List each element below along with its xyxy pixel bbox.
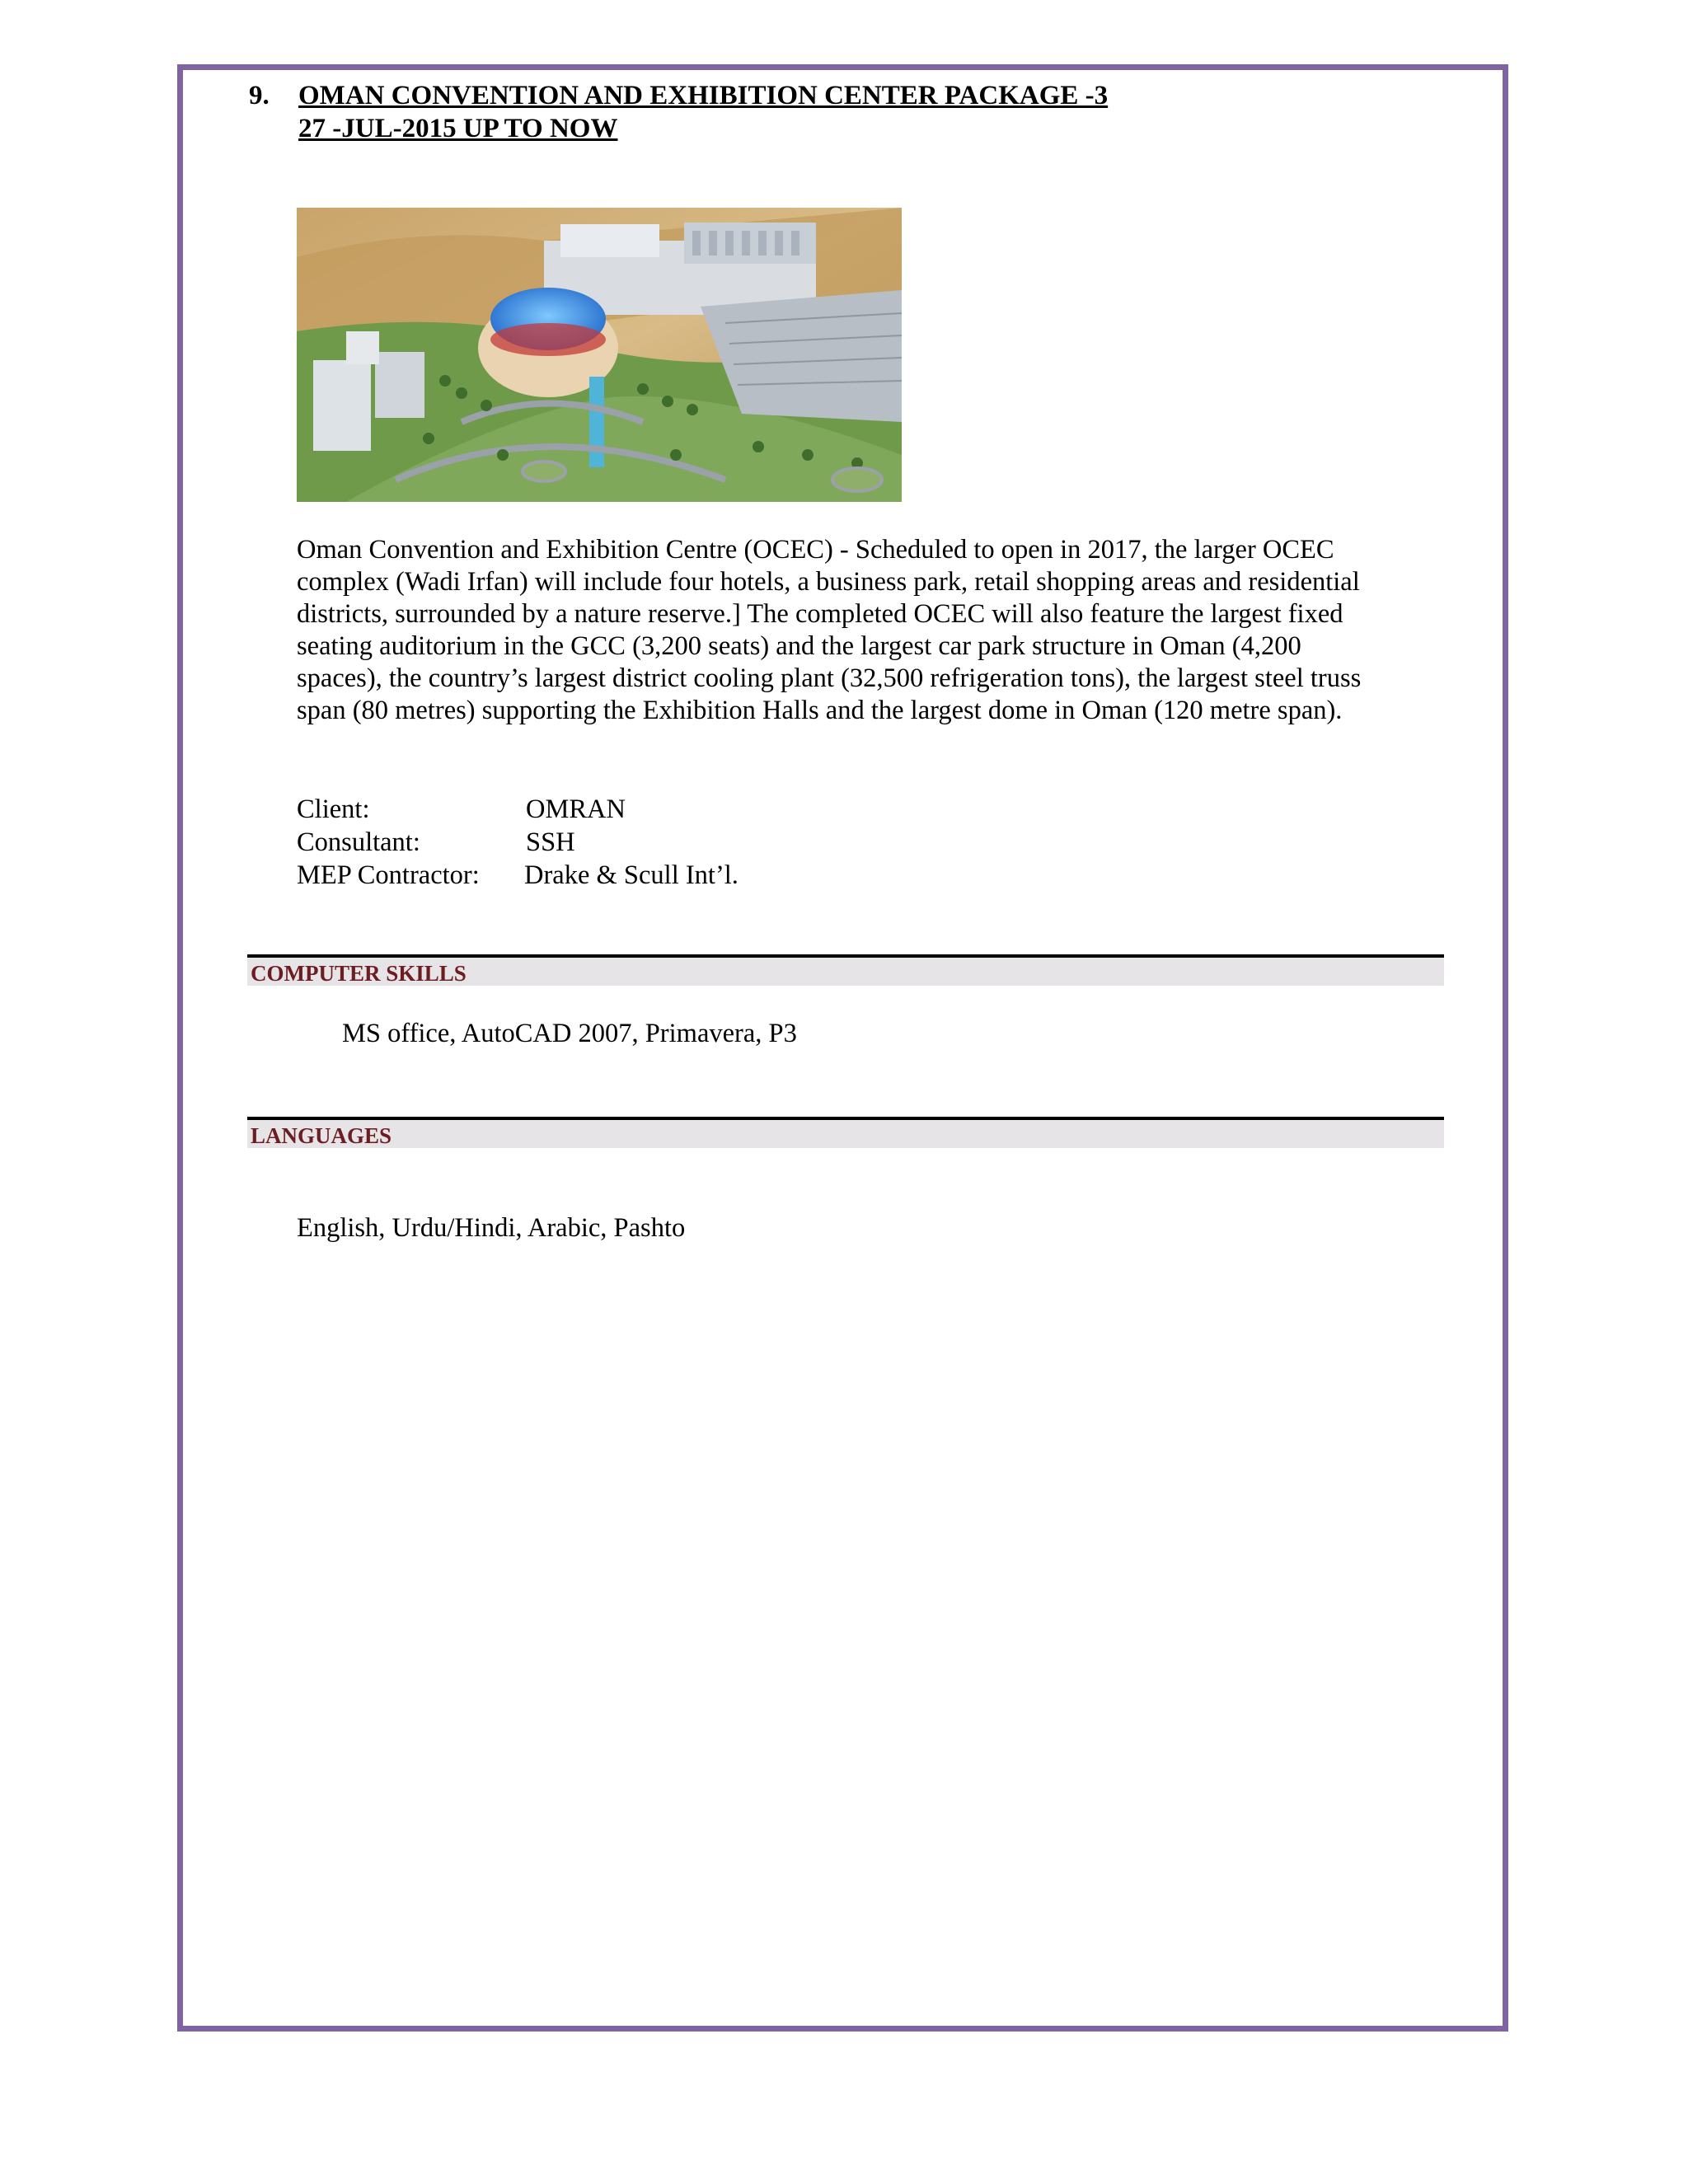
computer-skills-heading: COMPUTER SKILLS — [251, 961, 467, 986]
languages-text: English, Urdu/Hindi, Arabic, Pashto — [297, 1213, 686, 1243]
description-line: seating auditorium in the GCC (3,200 seats) and the largest car park structure in Oman (4,200 — [297, 631, 1301, 661]
consultant-value: SSH — [526, 827, 575, 857]
languages-heading: LANGUAGES — [251, 1123, 392, 1148]
computer-skills-header — [247, 958, 1444, 986]
client-value: OMRAN — [526, 794, 626, 824]
project-description — [297, 534, 1434, 727]
mep-contractor-value: Drake & Scull Int’l. — [524, 860, 738, 890]
description-line: Oman Convention and Exhibition Centre (OCEC) - Scheduled to open in 2017, the larger OCEC — [297, 535, 1334, 565]
description-line: spaces), the country’s largest district cooling plant (32,500 refrigeration tons), the largest steel truss — [297, 663, 1362, 693]
ocec-aerial-rendering — [297, 208, 902, 502]
client-label: Client: — [297, 794, 370, 824]
project-title: OMAN CONVENTION AND EXHIBITION CENTER PACKAGE -3 — [298, 81, 1109, 110]
languages-header — [247, 1120, 1444, 1148]
project-number: 9. — [249, 81, 270, 110]
description-line: complex (Wadi Irfan) will include four hotels, a business park, retail shopping areas and residential — [297, 567, 1360, 597]
consultant-label: Consultant: — [297, 827, 420, 857]
description-line: districts, surrounded by a nature reserve.] The completed OCEC will also feature the largest fixed — [297, 599, 1343, 629]
project-period: 27 -JUL-2015 UP TO NOW — [298, 114, 618, 143]
description-line: span (80 metres) supporting the Exhibition Halls and the largest dome in Oman (120 metre span). — [297, 696, 1343, 725]
mep-contractor-label: MEP Contractor: — [297, 860, 480, 890]
computer-skills-text: MS office, AutoCAD 2007, Primavera, P3 — [342, 1019, 797, 1048]
